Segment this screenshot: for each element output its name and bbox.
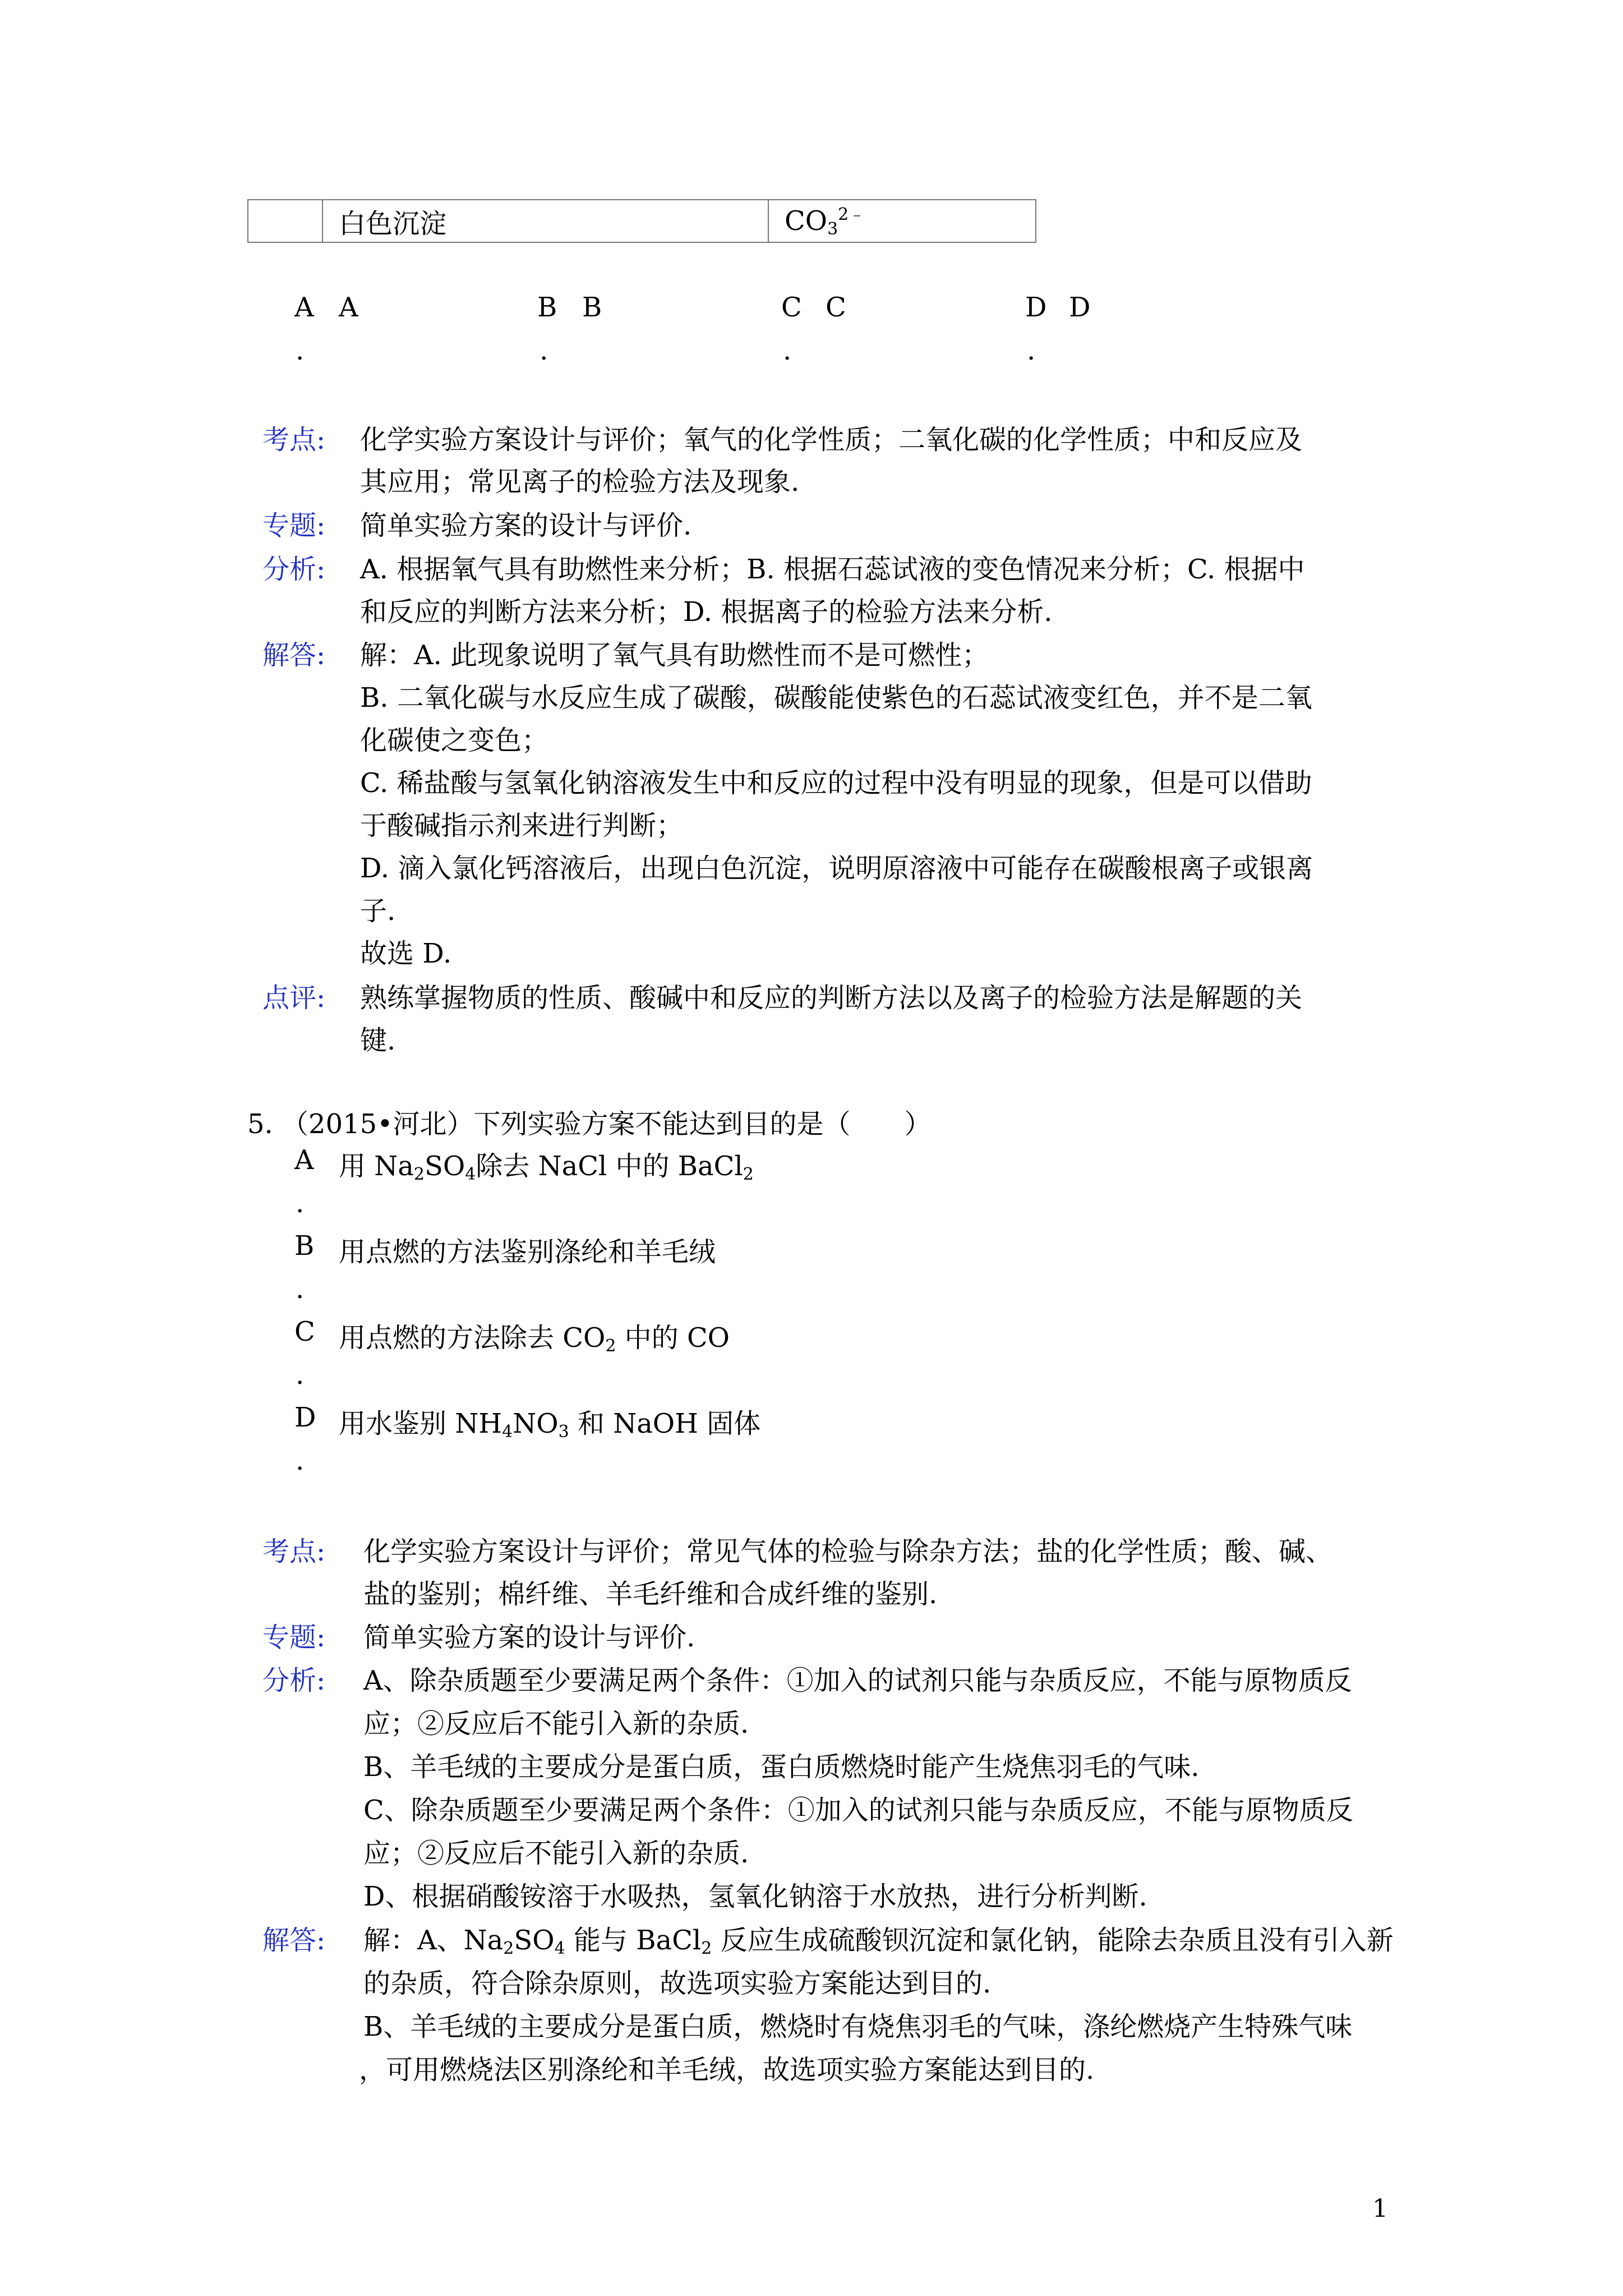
subscript: 3 [558, 1422, 569, 1442]
text-part: 除去 NaCl 中的 BaCl [476, 1151, 743, 1182]
text-part: SO [424, 1151, 465, 1182]
q4-dianping-label: 点评: [262, 982, 326, 1014]
table-row [248, 200, 1036, 242]
q5-option-d-text [339, 1402, 760, 1441]
text-part: 反应生成硫酸钡沉淀和氯化钠，能除去杂质且没有引入新 [712, 1925, 1394, 1956]
q4-option-d-text: D [1069, 292, 1091, 323]
q4-jieda-line: B. 二氧化碳与水反应生成了碳酸，碳酸能使紫色的石蕊试液变红色，并不是二氧 [360, 682, 1312, 714]
q5-option-b-letter: B [294, 1230, 315, 1262]
ion-base: CO [785, 205, 828, 237]
subscript: 2 [743, 1165, 754, 1184]
table-cell-empty [248, 200, 322, 242]
q5-jieda-line: 的杂质，符合除杂原则，故选项实验方案能达到目的. [363, 1968, 992, 1999]
q5-jieda-line [363, 1918, 1394, 1957]
q5-fenxi-line: A、除杂质题至少要满足两个条件：①加入的试剂只能与杂质反应，不能与原物质反 [363, 1665, 1352, 1696]
q4-kaodian-line: 其应用；常见离子的检验方法及现象. [360, 466, 800, 498]
q4-jieda-line: 解：A. 此现象说明了氧气具有助燃性而不是可燃性； [360, 639, 989, 671]
q4-option-a-letter: A [294, 292, 314, 323]
q5-jieda-line: B、羊毛绒的主要成分是蛋白质，燃烧时有烧焦羽毛的气味，涤纶燃烧产生特殊气味 [363, 2011, 1353, 2042]
q4-option-b-dot: . [540, 335, 548, 366]
q4-jieda-line: D. 滴入氯化钙溶液后，出现白色沉淀，说明原溶液中可能存在碳酸根离子或银离 [360, 853, 1313, 884]
table-cell-observation: 白色沉淀 [322, 200, 768, 242]
q5-stem: 5. （2015•河北）下列实验方案不能达到目的是（ ） [247, 1108, 932, 1140]
q5-option-c-letter: C [294, 1316, 315, 1347]
subscript: 2 [701, 1939, 712, 1958]
q4-option-d-dot: . [1027, 335, 1036, 366]
q5-jieda-label: 解答: [262, 1925, 326, 1956]
text-part: NO [513, 1408, 559, 1439]
subscript: 4 [554, 1939, 565, 1958]
subscript: 4 [502, 1422, 513, 1442]
q5-kaodian-line: 盐的鉴别；棉纤维、羊毛纤维和合成纤维的鉴别. [363, 1579, 938, 1610]
q5-fenxi-line: B、羊毛绒的主要成分是蛋白质，蛋白质燃烧时能产生烧焦羽毛的气味. [363, 1751, 1200, 1783]
q4-jieda-label: 解答: [262, 639, 326, 671]
q4-dianping-line: 熟练掌握物质的性质、酸碱中和反应的判断方法以及离子的检验方法是解题的关 [360, 982, 1303, 1014]
q4-option-c-letter: C [781, 292, 802, 323]
q5-option-b-text: 用点燃的方法鉴别涤纶和羊毛绒 [339, 1236, 716, 1268]
q4-option-a-text: A [339, 292, 358, 323]
text-part: 解：A、Na [363, 1925, 504, 1956]
q4-option-c-dot: . [783, 335, 792, 366]
ion-sup: 2﹣ [838, 205, 866, 224]
q5-option-a-letter: A [294, 1144, 314, 1176]
q5-option-d-letter: D [294, 1402, 316, 1433]
q4-dianping-line: 键. [360, 1025, 396, 1056]
q4-zhuanti-label: 专题: [262, 510, 326, 541]
q4-zhuanti-text: 简单实验方案的设计与评价. [360, 510, 692, 541]
q5-fenxi-label: 分析: [262, 1665, 326, 1696]
q5-fenxi-line: C、除杂质题至少要满足两个条件：①加入的试剂只能与杂质反应，不能与原物质反 [363, 1795, 1353, 1826]
q5-jieda-line: ，可用燃烧法区别涤纶和羊毛绒，故选项实验方案能达到目的. [359, 2054, 1095, 2086]
ion-sub: 3 [827, 219, 838, 239]
q4-kaodian-line: 化学实验方案设计与评价；氧气的化学性质；二氧化碳的化学性质；中和反应及 [360, 424, 1303, 455]
q5-option-c-text [339, 1316, 730, 1355]
q5-zhuanti-text: 简单实验方案的设计与评价. [363, 1622, 695, 1653]
subscript: 2 [413, 1165, 425, 1184]
q4-option-b-letter: B [537, 292, 557, 323]
text-part: 用水鉴别 NH [339, 1408, 502, 1439]
page-number: 1 [1372, 2194, 1388, 2223]
text-part: 能与 BaCl [565, 1925, 702, 1956]
q4-option-b-text: B [582, 292, 602, 323]
q4-option-c-text: C [826, 292, 846, 323]
q5-option-a-text [339, 1144, 754, 1183]
text-part: 中的 CO [616, 1322, 730, 1354]
q4-jieda-line: C. 稀盐酸与氢氧化钠溶液发生中和反应的过程中没有明显的现象，但是可以借助 [360, 767, 1312, 799]
q4-jieda-line: 故选 D. [360, 938, 452, 969]
text-part: 用 Na [339, 1151, 414, 1182]
subscript: 2 [605, 1336, 616, 1356]
q4-jieda-line: 子. [360, 895, 396, 927]
subscript: 2 [503, 1939, 514, 1958]
subscript: 4 [465, 1165, 476, 1184]
q4-option-d-letter: D [1025, 292, 1047, 323]
text-part: 用点燃的方法除去 CO [339, 1322, 606, 1354]
q5-option-d-dot: . [296, 1445, 305, 1476]
q5-kaodian-line: 化学实验方案设计与评价；常见气体的检验与除杂方法；盐的化学性质；酸、碱、 [363, 1536, 1333, 1567]
q4-fenxi-line: 和反应的判断方法来分析；D. 根据离子的检验方法来分析. [360, 596, 1053, 628]
q4-kaodian-label: 考点: [262, 424, 326, 455]
q4-jieda-line: 于酸碱指示剂来进行判断； [360, 810, 684, 841]
q5-fenxi-line: 应；②反应后不能引入新的杂质. [363, 1838, 749, 1869]
q4-jieda-line: 化碳使之变色； [360, 725, 549, 756]
text-part: SO [514, 1925, 555, 1956]
q5-fenxi-line: D、根据硝酸铵溶于水吸热，氢氧化钠溶于水放热，进行分析判断. [363, 1881, 1147, 1912]
q5-option-c-dot: . [296, 1359, 305, 1391]
q5-option-a-dot: . [296, 1188, 305, 1219]
q4-fenxi-line: A. 根据氧气具有助燃性来分析；B. 根据石蕊试液的变色情况来分析；C. 根据中 [360, 554, 1305, 585]
q5-zhuanti-label: 专题: [262, 1622, 326, 1653]
q4-option-a-dot: . [296, 335, 305, 366]
answer-table [247, 199, 1036, 243]
q5-option-b-dot: . [296, 1273, 305, 1305]
q5-kaodian-label: 考点: [262, 1536, 326, 1567]
text-part: 和 NaOH 固体 [569, 1408, 761, 1439]
q4-fenxi-label: 分析: [262, 554, 326, 585]
q5-fenxi-line: 应；②反应后不能引入新的杂质. [363, 1708, 749, 1740]
table-cell-ion [768, 200, 1036, 242]
